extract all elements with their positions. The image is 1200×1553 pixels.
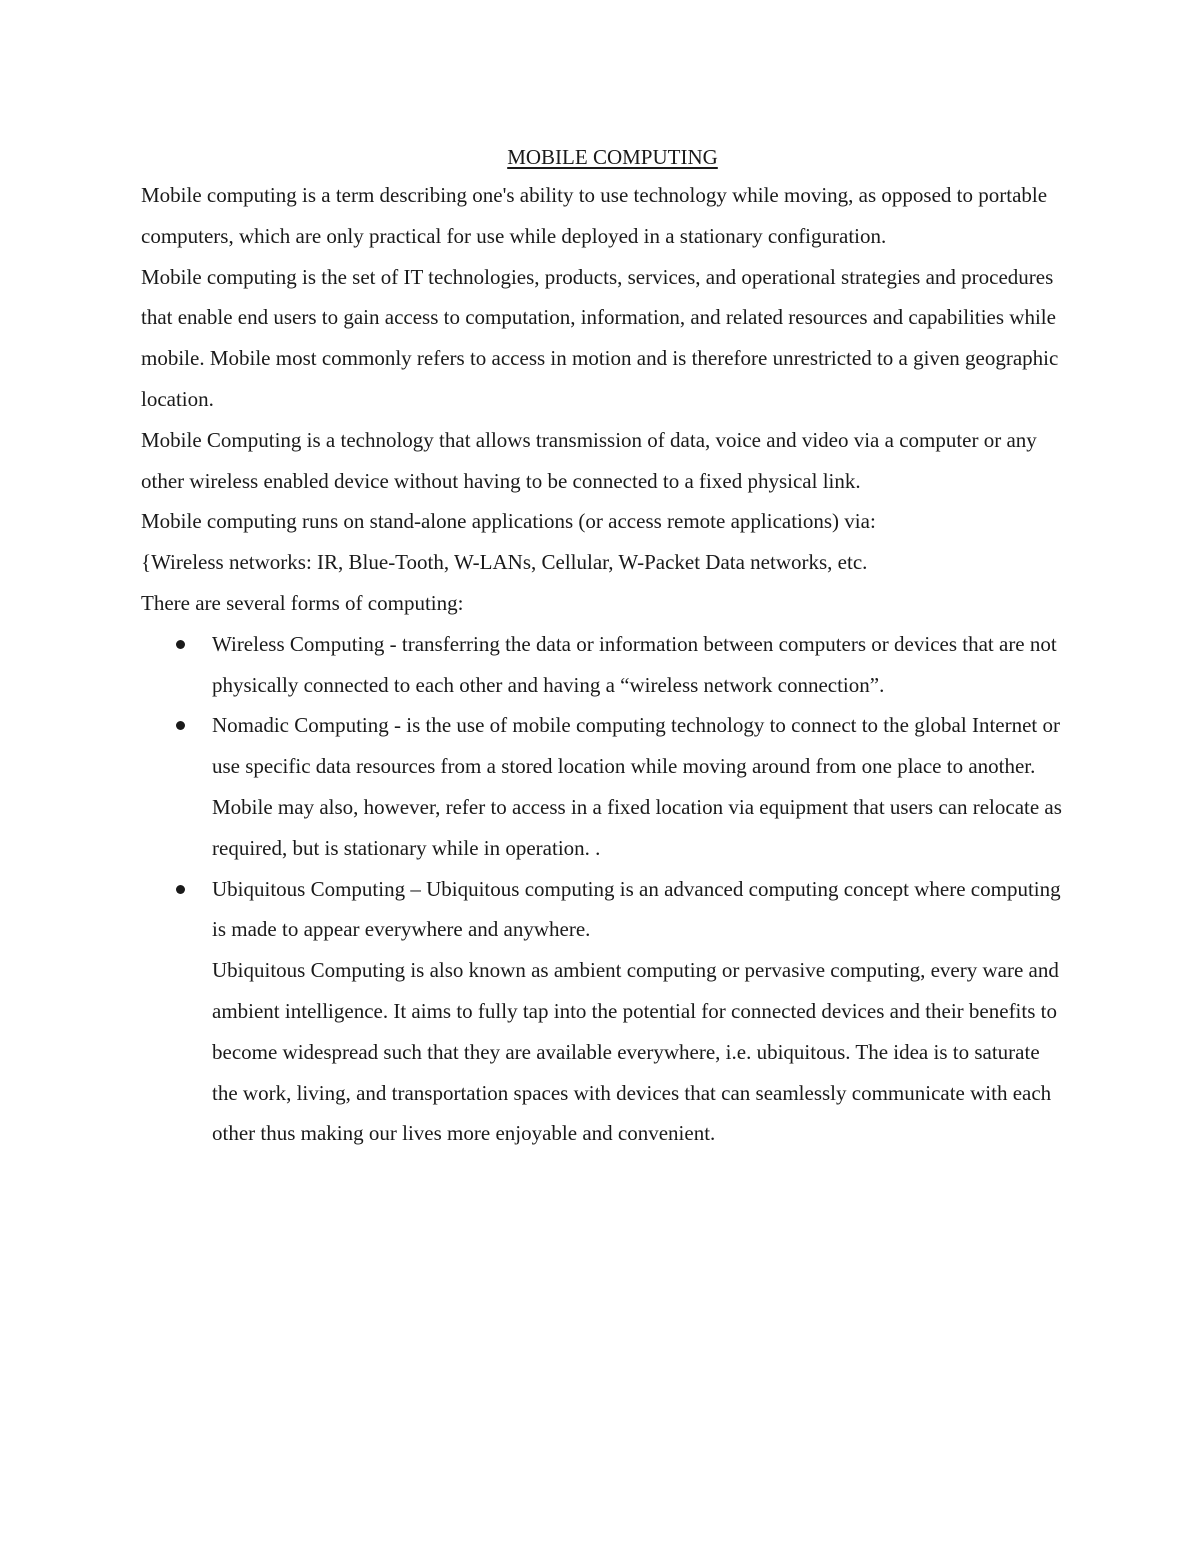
list-item-ubiquitous-computing — [141, 869, 1066, 1155]
paragraph-forms-intro: There are several forms of computing: — [141, 590, 464, 615]
list-item-text: Wireless Computing - transferring the data or information between computers or devices that are not physically connected to each other and having a “wireless network connection”. — [212, 631, 1057, 697]
bullet-icon — [176, 885, 185, 894]
document-page — [141, 139, 1066, 1154]
forms-of-computing-list — [141, 624, 1066, 1154]
bullet-icon — [176, 640, 185, 649]
list-item-text: Ubiquitous Computing – Ubiquitous computing is an advanced computing concept where computing is made to appear everywhere and anywhere. — [212, 876, 1061, 942]
paragraph-it-technologies: Mobile computing is the set of IT technologies, products, services, and operational strategies and procedures that enable end users to gain access to computation, information, and related resources and capabilities while mobile. Mobile most commonly refers to access in motion and is therefore unrestricted to a given geographic location. — [141, 264, 1059, 411]
paragraph-wireless-networks: {Wireless networks: IR, Blue-Tooth, W-LANs, Cellular, W-Packet Data networks, etc. — [141, 550, 868, 575]
paragraph-definition: Mobile computing is a term describing one's ability to use technology while moving, as opposed to portable computers, which are only practical for use while deployed in a stationary configuration. — [141, 183, 1048, 248]
list-item-extra-text: Mobile may also, however, refer to access in a fixed location via equipment that users can relocate as required, but is stationary while in operation. . — [212, 794, 1062, 860]
paragraph-applications: Mobile computing runs on stand-alone applications (or access remote applications) via: — [141, 509, 876, 534]
bullet-icon — [176, 721, 185, 730]
list-item-wireless-computing — [141, 624, 1066, 706]
list-item-nomadic-computing — [141, 705, 1066, 868]
list-item-extra-text: Ubiquitous Computing is also known as ambient computing or pervasive computing, every ware and ambient intelligence. It aims to fully tap into the potential for connected devices and their benefits to become widespread such that they are available everywhere, i.e. ubiquitous. The idea is to saturate the work, living, and transportation spaces with devices that can seamlessly communicate with each other thus making our lives more enjoyable and convenient. — [212, 958, 1059, 1146]
list-item-text: Nomadic Computing - is the use of mobile computing technology to connect to the global Internet or use specific data resources from a stored location while moving around from one place to another. — [212, 713, 1060, 779]
paragraph-transmission: Mobile Computing is a technology that allows transmission of data, voice and video via a computer or any other wireless enabled device without having to be connected to a fixed physical link. — [141, 427, 1037, 493]
document-title: MOBILE COMPUTING — [507, 145, 718, 169]
